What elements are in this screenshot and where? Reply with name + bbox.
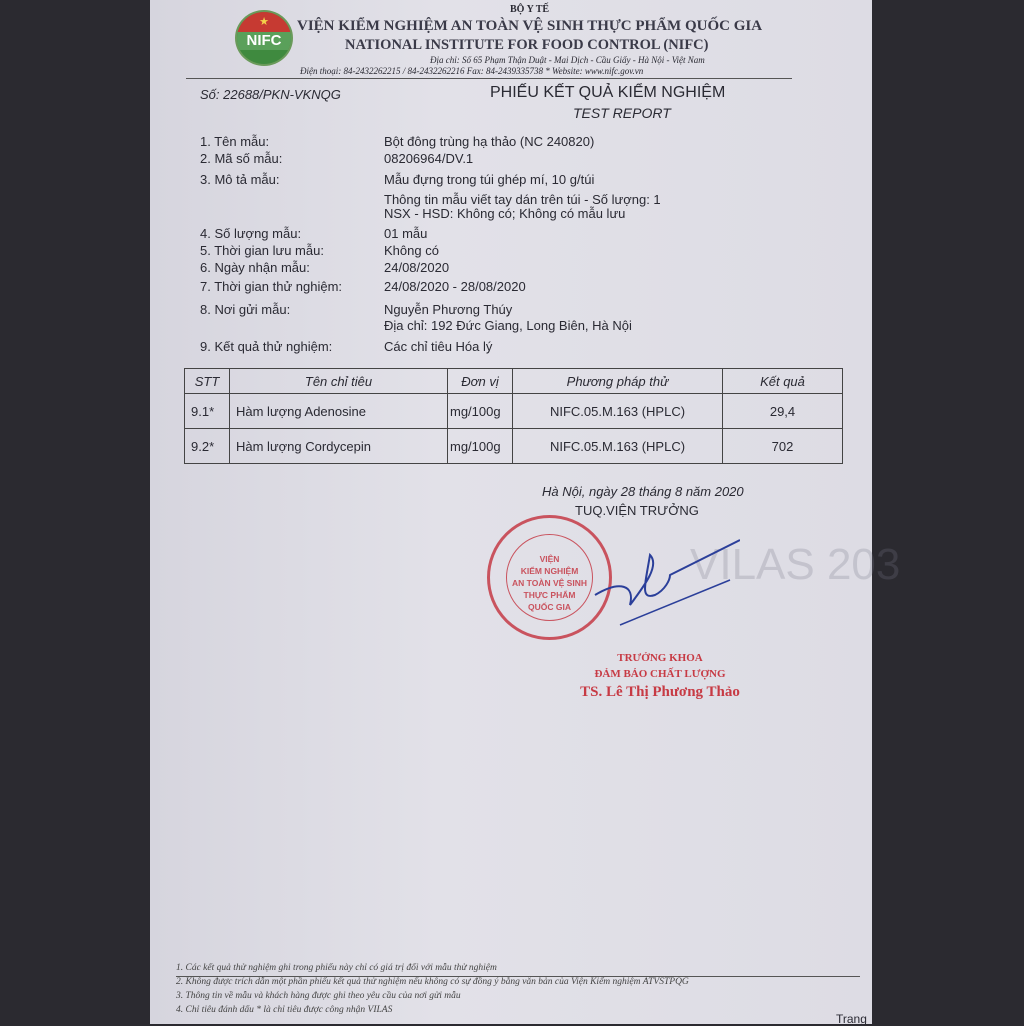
- nifc-logo: ★ NIFC: [235, 10, 293, 66]
- note: 3. Thông tin về mẫu và khách hàng được ghi theo yêu cầu của nơi gửi mẫu: [176, 991, 461, 1001]
- test-report-document: [150, 0, 901, 1026]
- field-label: 7. Thời gian thử nghiệm:: [200, 279, 343, 294]
- note: 4. Chỉ tiêu đánh dấu * là chỉ tiêu được công nhận VILAS: [176, 1005, 393, 1015]
- ministry: BỘ Y TẾ: [510, 4, 550, 15]
- cell: mg/100g: [448, 394, 513, 429]
- handwritten-signature: [590, 525, 740, 635]
- col-header: Kết quả: [723, 369, 843, 394]
- cell: 29,4: [723, 394, 843, 429]
- field-label: 9. Kết quả thử nghiệm:: [200, 339, 333, 354]
- table-row: [185, 394, 843, 429]
- field-value: Các chỉ tiêu Hóa lý: [384, 339, 493, 354]
- institute-en: NATIONAL INSTITUTE FOR FOOD CONTROL (NIFC): [345, 37, 709, 53]
- stamp-text: THỰC PHẨM: [523, 590, 576, 600]
- stamp-text: QUỐC GIA: [528, 602, 571, 612]
- signer-title-2: ĐẢM BẢO CHẤT LƯỢNG: [594, 668, 726, 680]
- stamp-text: VIỆN: [539, 554, 560, 564]
- field-value: 24/08/2020: [384, 260, 450, 275]
- note: 1. Các kết quả thử nghiệm ghi trong phiếu này chỉ có giá trị đối với mẫu thử nghiệm: [176, 963, 497, 973]
- field-value: NSX - HSD: Không có; Không có mẫu lưu: [384, 206, 626, 221]
- cell: mg/100g: [448, 429, 513, 464]
- address: Địa chỉ: Số 65 Phạm Thận Duật - Mai Dịch - Cầu Giấy - Hà Nội - Việt Nam: [430, 55, 705, 65]
- col-header: Phương pháp thử: [513, 369, 723, 394]
- institute-vn: VIỆN KIỂM NGHIỆM AN TOÀN VỆ SINH THỰC PHẨM QUỐC GIA: [297, 18, 763, 34]
- field-value: Không có: [384, 243, 439, 258]
- field-value: Nguyễn Phương Thúy: [384, 302, 513, 317]
- col-header: Tên chỉ tiêu: [230, 369, 448, 394]
- contact: Điện thoại: 84-2432262215 / 84-2432262216 Fax: 84-2439335738 * Website: www.nifc.gov.vn: [300, 66, 644, 76]
- cell: NIFC.05.M.163 (HPLC): [513, 429, 723, 464]
- table-header-row: [185, 369, 843, 394]
- field-value: Thông tin mẫu viết tay dán trên túi - Số lượng: 1: [384, 192, 661, 207]
- stamp-text: AN TOÀN VỆ SINH: [512, 578, 587, 588]
- place-date: Hà Nội, ngày 28 tháng 8 năm 2020: [542, 484, 744, 499]
- vilas-watermark: VILAS 203: [690, 540, 901, 589]
- field-value: Địa chỉ: 192 Đức Giang, Long Biên, Hà Nội: [384, 318, 632, 333]
- field-label: 2. Mã số mẫu:: [200, 151, 283, 166]
- cell: Hàm lượng Adenosine: [230, 394, 448, 429]
- field-label: 8. Nơi gửi mẫu:: [200, 302, 291, 317]
- header-divider: [186, 78, 792, 79]
- signer-title-1: TRƯỞNG KHOA: [617, 652, 703, 664]
- field-label: 1. Tên mẫu:: [200, 134, 270, 149]
- field-value: 01 mẫu: [384, 226, 428, 241]
- cell: 9.1*: [185, 394, 230, 429]
- field-label: 5. Thời gian lưu mẫu:: [200, 243, 324, 258]
- document-title: PHIẾU KẾT QUẢ KIỂM NGHIỆM: [490, 84, 726, 101]
- field-value: Mẫu đựng trong túi ghép mí, 10 g/túi: [384, 172, 595, 187]
- document-number: Số: 22688/PKN-VKNQG: [200, 87, 341, 102]
- page-label: Trang: [836, 1012, 867, 1026]
- field-value: 08206964/DV.1: [384, 151, 474, 166]
- cell: Hàm lượng Cordycepin: [230, 429, 448, 464]
- table-row: [185, 429, 843, 464]
- cell: 702: [723, 429, 843, 464]
- note: 2. Không được trích dẫn một phần phiếu kết quả thử nghiệm nếu không có sự đồng ý bằng văn bản của Viện Kiểm nghiệm ATVSTPQG: [176, 977, 689, 987]
- on-behalf: TUQ.VIỆN TRƯỞNG: [575, 503, 699, 518]
- stamp-text: KIỂM NGHIỆM: [520, 566, 579, 576]
- cell: NIFC.05.M.163 (HPLC): [513, 394, 723, 429]
- col-header: Đơn vị: [448, 369, 513, 394]
- field-label: 4. Số lượng mẫu:: [200, 226, 302, 241]
- cell: 9.2*: [185, 429, 230, 464]
- col-header: STT: [185, 369, 230, 394]
- results-table: [184, 368, 843, 464]
- field-value: Bột đông trùng hạ thảo (NC 240820): [384, 134, 595, 149]
- signer-name: TS. Lê Thị Phương Thảo: [580, 684, 740, 700]
- document-subtitle: TEST REPORT: [573, 105, 671, 121]
- field-label: 6. Ngày nhận mẫu:: [200, 260, 310, 275]
- field-label: 3. Mô tả mẫu:: [200, 172, 280, 187]
- field-value: 24/08/2020 - 28/08/2020: [384, 279, 526, 294]
